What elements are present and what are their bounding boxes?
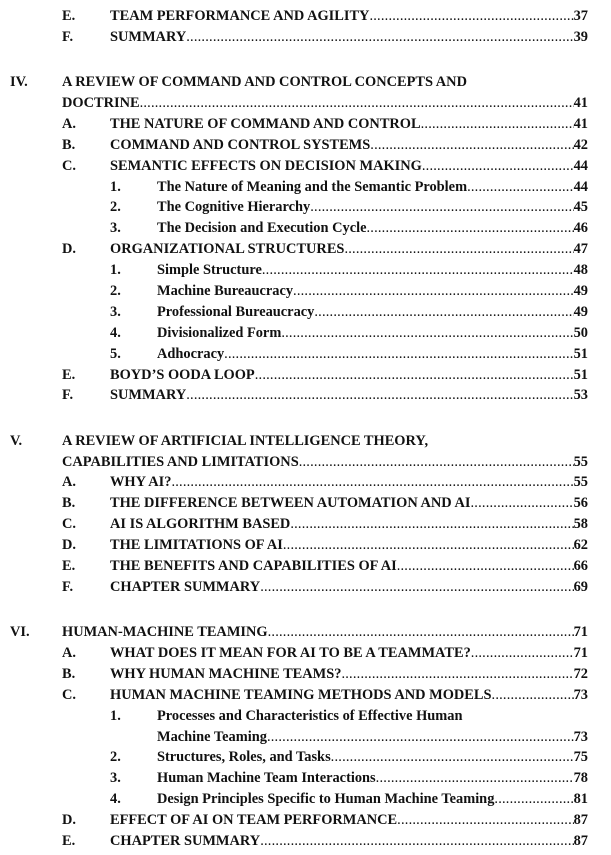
toc-entry-title[interactable]: The Nature of Meaning and the Semantic Problem — [157, 178, 468, 195]
toc-entry-number: F. — [62, 578, 74, 595]
toc-page-number[interactable]: 46 — [573, 220, 588, 237]
dot-leader — [260, 831, 573, 852]
toc-entry-number: D. — [62, 241, 76, 258]
toc-entry-title[interactable]: CHAPTER SUMMARY — [110, 832, 261, 849]
dot-leader — [262, 260, 574, 281]
toc-entry-number: 5. — [110, 345, 121, 362]
toc-page-number[interactable]: 41 — [573, 115, 588, 132]
toc-page-number[interactable]: 51 — [573, 345, 588, 362]
toc-entry-title[interactable]: WHY AI? — [110, 474, 172, 491]
toc-entry-number: 1. — [110, 178, 121, 195]
toc-entry-title[interactable]: A REVIEW OF ARTIFICIAL INTELLIGENCE THEORY, — [62, 432, 429, 449]
toc-entry[interactable] — [0, 622, 611, 643]
toc-entry[interactable] — [0, 452, 611, 473]
toc-entry-number: A. — [62, 474, 76, 491]
dot-leader — [186, 385, 573, 406]
toc-entry[interactable] — [0, 472, 611, 493]
section-spacer — [0, 598, 611, 622]
toc-entry-title[interactable]: Adhocracy — [157, 345, 225, 362]
toc-entry-title[interactable]: SUMMARY — [110, 28, 187, 45]
toc-entry-number: F. — [62, 28, 74, 45]
dot-leader — [268, 622, 574, 643]
toc-entry[interactable] — [0, 93, 611, 114]
toc-page-number[interactable]: 44 — [573, 178, 588, 195]
toc-page-number[interactable]: 55 — [573, 453, 588, 470]
dot-leader — [186, 27, 573, 48]
toc-entry-number: D. — [62, 812, 76, 829]
toc-page-number[interactable]: 39 — [573, 28, 588, 45]
toc-page-number[interactable]: 42 — [573, 136, 588, 153]
toc-entry-number: 1. — [110, 262, 121, 279]
toc-entry-number: IV. — [10, 74, 28, 91]
toc-page-number[interactable]: 69 — [573, 578, 588, 595]
toc-page-number[interactable]: 47 — [573, 241, 588, 258]
toc-entry-title[interactable]: SUMMARY — [110, 387, 187, 404]
toc-entry[interactable] — [0, 27, 611, 48]
toc-entry-title[interactable]: Structures, Roles, and Tasks — [157, 749, 331, 766]
toc-entry-title[interactable]: Processes and Characteristics of Effective Human — [157, 707, 463, 724]
toc-page-number[interactable]: 49 — [573, 303, 588, 320]
toc-entry[interactable] — [0, 6, 611, 27]
toc-entry-number: 2. — [110, 749, 121, 766]
toc-entry-number: C. — [62, 686, 76, 703]
toc-entry-title[interactable]: Divisionalized Form — [157, 324, 282, 341]
dot-leader — [290, 514, 573, 535]
dot-leader — [140, 93, 574, 114]
toc-entry-number: 2. — [110, 199, 121, 216]
toc-page-number[interactable]: 66 — [573, 557, 588, 574]
dot-leader — [397, 556, 574, 577]
toc-entry-title[interactable]: EFFECT OF AI ON TEAM PERFORMANCE — [110, 812, 398, 829]
toc-entry[interactable] — [0, 535, 611, 556]
toc-entry[interactable] — [0, 218, 611, 239]
toc-entry[interactable] — [0, 577, 611, 598]
toc-entry-number: C. — [62, 157, 76, 174]
toc-entry-number: 4. — [110, 324, 121, 341]
toc-entry[interactable] — [0, 685, 611, 706]
toc-page-number[interactable]: 71 — [573, 644, 588, 661]
toc-entry[interactable] — [0, 664, 611, 685]
toc-entry-number: E. — [62, 8, 76, 24]
dot-leader — [344, 239, 573, 260]
toc-entry-number: E. — [62, 557, 76, 574]
toc-entry-number: 4. — [110, 791, 121, 808]
toc-entry[interactable] — [0, 239, 611, 260]
toc-entry-title[interactable]: THE LIMITATIONS OF AI — [110, 537, 283, 554]
toc-entry[interactable] — [0, 556, 611, 577]
toc-entry-title[interactable]: Simple Structure — [157, 262, 262, 279]
toc-page-number[interactable]: 71 — [573, 624, 588, 641]
dot-leader — [422, 156, 574, 177]
toc-page-number[interactable]: 58 — [573, 516, 588, 533]
toc-entry-number: E. — [62, 366, 76, 383]
dot-leader — [467, 177, 574, 198]
toc-entry[interactable] — [0, 768, 611, 789]
dot-leader — [260, 577, 573, 598]
toc-page-number[interactable]: 78 — [573, 770, 588, 787]
dot-leader — [331, 747, 574, 768]
toc-entry[interactable] — [0, 789, 611, 810]
toc-entry-title[interactable]: AI IS ALGORITHM BASED — [110, 516, 291, 533]
table-of-contents — [0, 6, 611, 852]
toc-entry-title[interactable]: CAPABILITIES AND LIMITATIONS — [62, 453, 299, 470]
toc-entry-number: 3. — [110, 770, 121, 787]
toc-page-number[interactable]: 56 — [573, 495, 588, 512]
toc-entry[interactable] — [0, 302, 611, 323]
dot-leader — [397, 810, 573, 831]
toc-entry-number: D. — [62, 537, 76, 554]
toc-page-number[interactable]: 48 — [573, 262, 588, 279]
toc-entry-title[interactable]: The Decision and Execution Cycle — [157, 220, 367, 237]
toc-entry-title[interactable]: WHY HUMAN MACHINE TEAMS? — [110, 665, 342, 682]
toc-entry[interactable] — [0, 431, 611, 452]
toc-entry-number: V. — [10, 432, 23, 449]
toc-entry-title[interactable]: HUMAN-MACHINE TEAMING — [62, 624, 268, 641]
toc-page-number[interactable]: 73 — [573, 728, 588, 745]
toc-entry-number: 3. — [110, 303, 121, 320]
toc-entry[interactable] — [0, 156, 611, 177]
toc-page-number[interactable]: 62 — [573, 537, 588, 554]
toc-entry[interactable] — [0, 747, 611, 768]
toc-entry-title[interactable]: WHAT DOES IT MEAN FOR AI TO BE A TEAMMATE? — [110, 644, 471, 661]
toc-entry-title[interactable]: Machine Bureaucracy — [157, 282, 294, 299]
toc-entry-number: 1. — [110, 707, 121, 724]
dot-leader — [471, 493, 574, 514]
dot-leader — [492, 685, 574, 706]
toc-entry-number: C. — [62, 516, 76, 533]
dot-leader — [281, 323, 573, 344]
dot-leader — [370, 135, 573, 156]
toc-entry[interactable] — [0, 281, 611, 302]
toc-entry-title[interactable]: HUMAN MACHINE TEAMING METHODS AND MODELS — [110, 686, 492, 703]
toc-page-number[interactable]: 45 — [573, 199, 588, 216]
toc-entry-title[interactable]: The Cognitive Hierarchy — [157, 199, 311, 216]
toc-entry[interactable] — [0, 365, 611, 386]
toc-entry[interactable] — [0, 727, 611, 748]
section-spacer — [0, 48, 611, 72]
toc-entry[interactable] — [0, 706, 611, 727]
dot-leader — [224, 344, 573, 365]
toc-entry-number: 2. — [110, 282, 121, 299]
toc-page-number[interactable]: 53 — [573, 387, 588, 404]
toc-entry-title[interactable]: TEAM PERFORMANCE AND AGILITY — [110, 8, 370, 24]
section-spacer — [0, 406, 611, 430]
toc-entry-title[interactable]: SEMANTIC EFFECTS ON DECISION MAKING — [110, 157, 422, 174]
toc-entry-title[interactable]: A REVIEW OF COMMAND AND CONTROL CONCEPTS AND — [62, 74, 467, 91]
toc-page-number[interactable]: 87 — [573, 832, 588, 849]
toc-entry[interactable] — [0, 493, 611, 514]
toc-entry[interactable] — [0, 72, 611, 93]
toc-entry[interactable] — [0, 114, 611, 135]
toc-page-number[interactable]: 75 — [573, 749, 588, 766]
toc-entry-title[interactable]: THE DIFFERENCE BETWEEN AUTOMATION AND AI — [110, 495, 471, 512]
toc-entry-number: 3. — [110, 220, 121, 237]
toc-entry-title[interactable]: Machine Teaming — [157, 728, 267, 745]
toc-entry[interactable] — [0, 810, 611, 831]
toc-page-number[interactable]: 87 — [573, 812, 588, 829]
dot-leader — [299, 452, 574, 473]
toc-entry[interactable] — [0, 135, 611, 156]
toc-entry[interactable] — [0, 177, 611, 198]
toc-page-number[interactable]: 51 — [573, 366, 588, 383]
toc-entry-number: A. — [62, 115, 76, 132]
toc-entry[interactable] — [0, 344, 611, 365]
dot-leader — [310, 197, 573, 218]
toc-page-number[interactable]: 81 — [573, 791, 588, 808]
toc-entry[interactable] — [0, 323, 611, 344]
toc-entry-title[interactable]: Design Principles Specific to Human Machine Teaming — [157, 791, 495, 808]
toc-entry-number: B. — [62, 136, 76, 153]
toc-entry[interactable] — [0, 385, 611, 406]
toc-entry[interactable] — [0, 831, 611, 852]
toc-page-number[interactable]: 49 — [573, 282, 588, 299]
toc-page-number[interactable]: 44 — [573, 157, 588, 174]
toc-entry-title[interactable]: Professional Bureaucracy — [157, 303, 315, 320]
dot-leader — [293, 281, 574, 302]
toc-page-number[interactable]: 41 — [573, 94, 588, 111]
toc-page-number[interactable]: 55 — [573, 474, 588, 491]
toc-entry-title[interactable]: THE NATURE OF COMMAND AND CONTROL — [110, 115, 421, 132]
toc-page-number[interactable]: 37 — [573, 8, 588, 24]
dot-leader — [471, 643, 574, 664]
dot-leader — [376, 768, 574, 789]
toc-entry-title[interactable]: ORGANIZATIONAL STRUCTURES — [110, 241, 345, 258]
toc-entry-title[interactable]: Human Machine Team Interactions — [157, 770, 376, 787]
toc-page-number[interactable]: 73 — [573, 686, 588, 703]
toc-entry[interactable] — [0, 643, 611, 664]
dot-leader — [494, 789, 573, 810]
toc-entry-number: VI. — [10, 624, 30, 641]
dot-leader — [369, 6, 573, 27]
dot-leader — [255, 365, 574, 386]
toc-entry-number: F. — [62, 387, 74, 404]
toc-entry[interactable] — [0, 197, 611, 218]
toc-entry-title[interactable]: DOCTRINE — [62, 94, 140, 111]
toc-entry-title[interactable]: CHAPTER SUMMARY — [110, 578, 261, 595]
dot-leader — [341, 664, 573, 685]
toc-page-number[interactable]: 50 — [573, 324, 588, 341]
dot-leader — [283, 535, 574, 556]
toc-page-number[interactable]: 72 — [573, 665, 588, 682]
dot-leader — [171, 472, 573, 493]
toc-entry-title[interactable]: BOYD’S OODA LOOP — [110, 366, 255, 383]
toc-entry-title[interactable]: THE BENEFITS AND CAPABILITIES OF AI — [110, 557, 397, 574]
dot-leader — [314, 302, 573, 323]
dot-leader — [267, 727, 574, 748]
toc-entry[interactable] — [0, 260, 611, 281]
toc-entry-title[interactable]: COMMAND AND CONTROL SYSTEMS — [110, 136, 371, 153]
dot-leader — [421, 114, 574, 135]
toc-entry-number: B. — [62, 665, 76, 682]
dot-leader — [366, 218, 573, 239]
toc-entry-number: B. — [62, 495, 76, 512]
toc-entry[interactable] — [0, 514, 611, 535]
toc-entry-number: E. — [62, 832, 76, 849]
toc-entry-number: A. — [62, 644, 76, 661]
